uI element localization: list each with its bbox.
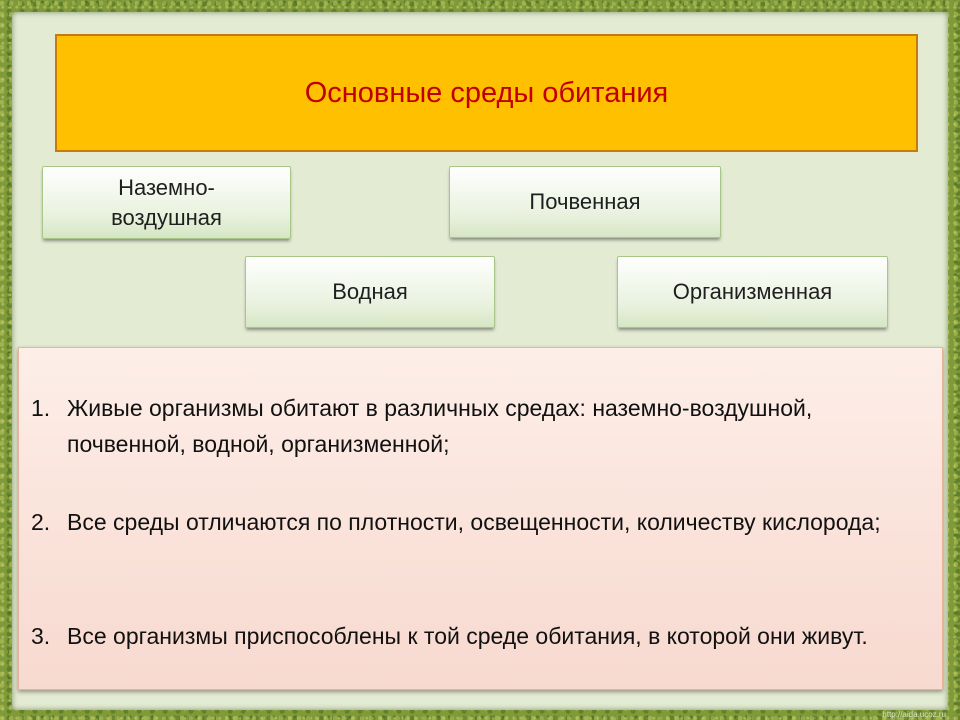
habitat-label: Водная [332,279,408,304]
list-item-text: Все среды отличаются по плотности, освещенности, количеству кислорода; [67,509,881,535]
list-item-number: 2. [31,509,51,535]
facts-panel [18,347,943,690]
habitat-label: Наземно- воздушная [111,174,222,230]
list-item-number: 1. [31,395,51,421]
habitat-box-organism [617,256,888,328]
watermark-url: http://aida.ucoz.ru [882,710,946,719]
habitat-label: Организменная [672,279,833,304]
list-item [19,618,939,654]
list-item-text: Все организмы приспособлены к той среде обитания, в которой они живут. [67,623,868,649]
habitat-box-ground-air [42,166,291,239]
habitat-label: Почвенная [529,189,641,214]
list-item [19,504,939,540]
list-item-text: Живые организмы обитают в различных средах: наземно-воздушной, почвенной, водной, организменной; [67,395,813,457]
title-banner [55,34,918,152]
habitat-box-water [245,256,495,328]
habitat-box-soil [449,166,721,238]
page-title: Основные среды обитания [304,76,669,109]
list-item [19,390,939,462]
list-item-number: 3. [31,623,51,649]
